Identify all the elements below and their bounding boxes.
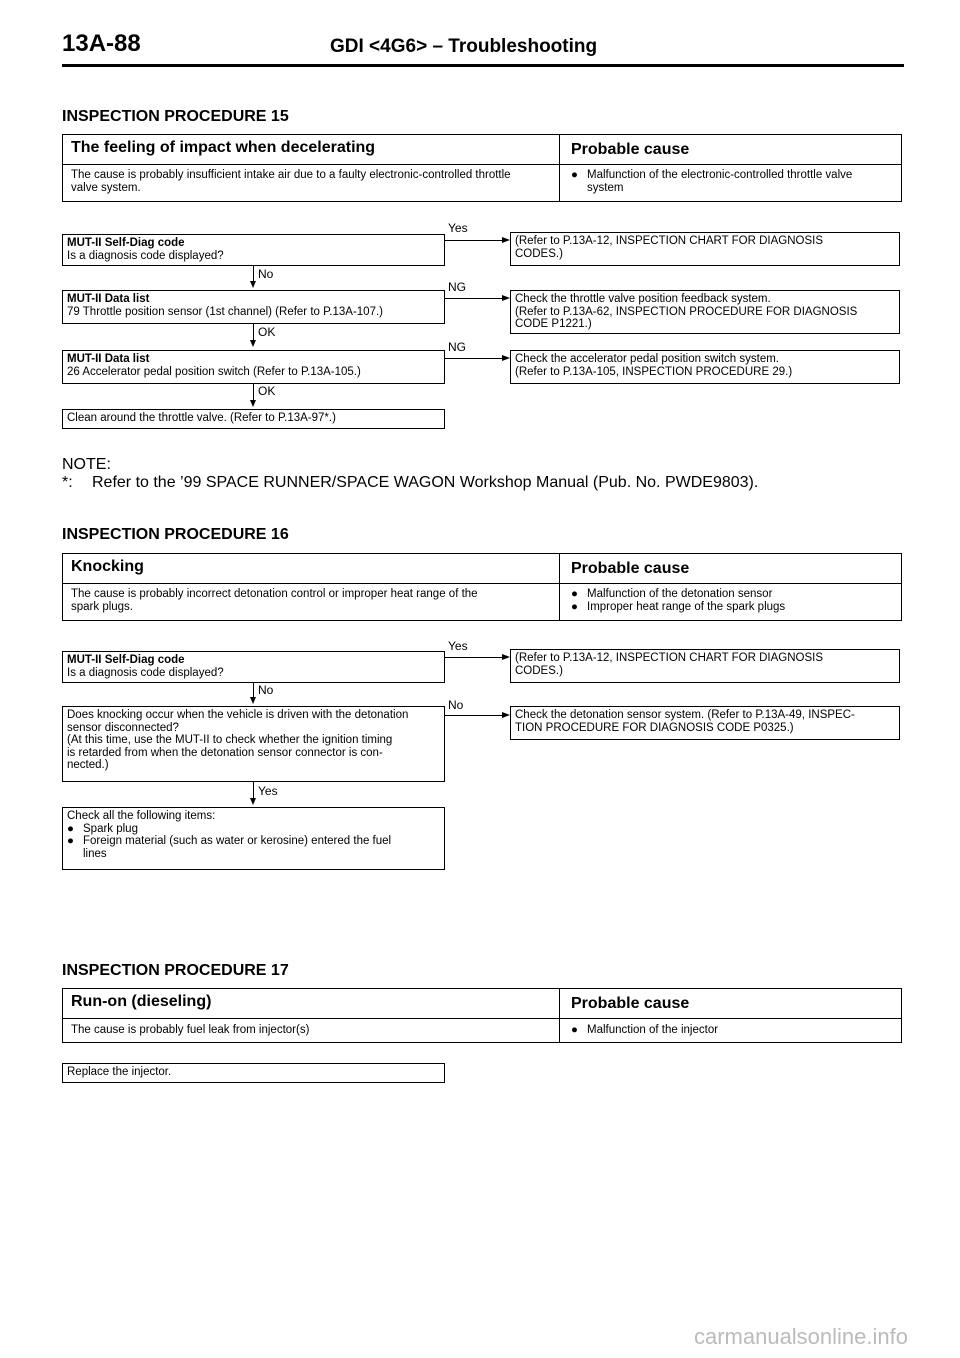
flow-step-self-diag: MUT-II Self-Diag code Is a diagnosis code displayed? [62,234,445,266]
flow-connector [445,298,502,299]
arrow-down-icon [250,798,256,805]
symptom-description: The cause is probably insufficient intake air due to a faulty electronic-controlled throttle valve system. [71,169,511,194]
bullet-icon: ● [67,822,74,835]
flow-step-clean-throttle: Clean around the throttle valve. (Refer to P.13A-97*.) [62,409,445,429]
flow-result-detonation-sensor: Check the detonation sensor system. (Refer to P.13A-49, INSPEC- TION PROCEDURE FOR DIAGNOSIS CODE P0325.) [510,706,900,740]
table-divider [63,583,901,584]
symptom-description: The cause is probably incorrect detonation control or improper heat range of the spark plugs. [71,588,478,613]
flow-label-ok: OK [258,384,276,398]
procedure-16-heading: INSPECTION PROCEDURE 16 [62,526,289,543]
procedure-17-table [62,988,902,1043]
watermark: carmanualsonline.info [693,1324,908,1349]
table-column-divider [559,989,560,1042]
flow-label-yes: Yes [258,784,278,798]
bullet-icon: ● [571,169,578,181]
bullet-icon: ● [571,600,578,613]
flow-step-knocking-check: Does knocking occur when the vehicle is driven with the detonation sensor disconnected? (At this time, use the MUT-II to check whether the ignition timing is retarded from when the detonation sensor connector is con- nected.) [62,706,445,782]
page-title: GDI <4G6> – Troubleshooting [330,36,598,57]
probable-cause-header: Probable cause [571,141,690,158]
arrow-down-icon [250,340,256,347]
arrow-right-icon [502,712,510,718]
arrow-right-icon [502,295,510,301]
flow-label-yes: Yes [448,221,468,235]
flow-connector [253,324,254,340]
flow-step-self-diag: MUT-II Self-Diag code Is a diagnosis code displayed? [62,651,445,683]
table-divider [63,164,901,165]
flow-label-no: No [258,683,274,697]
page-number: 13A-88 [62,30,141,57]
note-label: NOTE: [62,456,111,473]
probable-cause-list: ● Malfunction of the electronic-controlled throttle valve system [571,169,853,194]
flow-result-diag-chart: (Refer to P.13A-12, INSPECTION CHART FOR DIAGNOSIS CODES.) [510,232,900,266]
arrow-down-icon [250,400,256,407]
symptom-title: The feeling of impact when decelerating [71,139,376,156]
flow-label-ok: OK [258,325,276,339]
flow-result-throttle-feedback: Check the throttle valve position feedback system. (Refer to P.13A-62, INSPECTION PROCEDURE FOR DIAGNOSIS CODE P1221.) [510,290,900,334]
flow-connector [253,384,254,400]
flow-connector [445,358,502,359]
flow-label-no: No [258,267,274,281]
probable-cause-header: Probable cause [571,995,690,1012]
procedure-15-heading: INSPECTION PROCEDURE 15 [62,108,289,125]
symptom-title: Knocking [71,558,144,575]
flow-label-ng: NG [448,280,466,294]
procedure-16-table [62,553,902,621]
procedure-17-heading: INSPECTION PROCEDURE 17 [62,962,289,979]
probable-cause-list: ● Malfunction of the detonation sensor ● Improper heat range of the spark plugs [571,588,786,613]
arrow-right-icon [502,237,510,243]
flow-connector [253,683,254,697]
flow-label-ng: NG [448,340,466,354]
probable-cause-header: Probable cause [571,560,690,577]
table-column-divider [559,135,560,201]
note-text: Refer to the ’99 SPACE RUNNER/SPACE WAGON Workshop Manual (Pub. No. PWDE9803). [92,474,759,491]
arrow-down-icon [250,281,256,288]
flow-result-accelerator-switch: Check the accelerator pedal position switch system. (Refer to P.13A-105, INSPECTION PROCEDURE 29.) [510,350,900,384]
symptom-description: The cause is probably fuel leak from injector(s) [71,1024,310,1036]
header-rule [62,64,904,67]
bullet-icon: ● [571,1024,578,1036]
note-star: *: [62,474,73,491]
flow-connector [445,657,502,658]
flow-connector [445,240,502,241]
table-divider [63,1018,901,1019]
table-column-divider [559,554,560,620]
flow-label-yes: Yes [448,639,468,653]
arrow-down-icon [250,697,256,704]
symptom-title: Run-on (dieseling) [71,993,212,1010]
arrow-right-icon [502,654,510,660]
flow-connector [253,782,254,798]
arrow-right-icon [502,355,510,361]
flow-connector [253,266,254,281]
bullet-icon: ● [67,835,74,847]
flow-step-data-list-79: MUT-II Data list 79 Throttle position sensor (1st channel) (Refer to P.13A-107.) [62,290,445,324]
flow-connector [445,715,502,716]
bullet-icon: ● [571,588,578,600]
flow-step-data-list-26: MUT-II Data list 26 Accelerator pedal position switch (Refer to P.13A-105.) [62,350,445,384]
flow-step-replace-injector: Replace the injector. [62,1063,445,1083]
flow-result-diag-chart: (Refer to P.13A-12, INSPECTION CHART FOR DIAGNOSIS CODES.) [510,649,900,683]
procedure-15-table [62,134,902,202]
flow-label-no: No [448,698,464,712]
flow-step-check-items: Check all the following items: ● Spark plug ● Foreign material (such as water or kerosine) entered the fuel lines [62,807,445,870]
probable-cause-list: ● Malfunction of the injector [571,1024,719,1036]
